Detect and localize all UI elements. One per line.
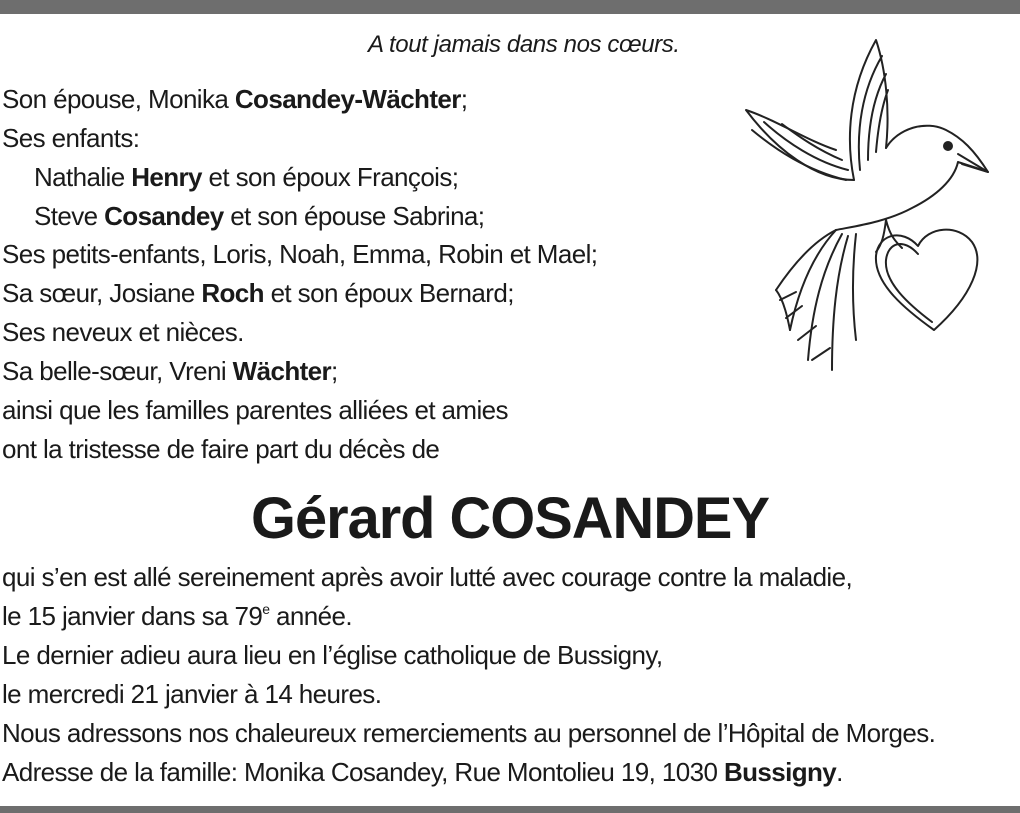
address-suffix: . [836,757,843,787]
children-heading: Ses enfants: [2,123,140,153]
address-city: Bussigny [723,757,837,787]
wife-prefix: Son épouse, Monika [2,84,235,114]
sisterinlaw-suffix: ; [331,356,338,386]
families-line: ainsi que les familles parentes alliées et amies [2,395,508,425]
nephews-line: Ses neveux et nièces. [2,317,244,347]
details-line-3: Le dernier adieu aura lieu en l’église catholique de Bussigny, [2,640,663,670]
bottom-rule [0,806,1020,813]
details-line-1: qui s’en est allé sereinement après avoir lutté avec courage contre la maladie, [2,562,853,592]
age-suffix: année. [269,601,352,631]
details-line-2 [2,599,352,633]
top-rule [0,0,1020,14]
sisterinlaw-last: Wächter [232,356,332,386]
child2-rest: et son épouse Sabrina; [223,201,485,231]
sister-line [2,276,514,310]
child1-first: Nathalie [34,162,132,192]
wife-line [2,82,467,116]
sister-prefix: Sa sœur, Josiane [2,278,202,308]
child2-last: Cosandey [104,201,224,231]
age-text: le 15 janvier dans sa 79 [2,601,263,631]
wife-name: Cosandey-Wächter [234,84,461,114]
deceased-name: Gérard COSANDEY [251,486,769,551]
child-line-2 [34,199,484,233]
motto: A tout jamais dans nos cœurs. [368,31,680,58]
grandchildren-line: Ses petits-enfants, Loris, Noah, Emma, Robin et Mael; [2,239,598,269]
details-line-5: Nous adressons nos chaleureux remerciements au personnel de l’Hôpital de Morges. [2,718,936,748]
child2-first: Steve [34,201,105,231]
dove-with-heart-icon [736,30,996,400]
sisterinlaw-prefix: Sa belle-sœur, Vreni [2,356,233,386]
address-prefix: Adresse de la famille: Monika Cosandey, Rue Montolieu 19, 1030 [2,757,724,787]
child-line-1 [34,160,458,194]
sisterinlaw-line [2,354,338,388]
child1-last: Henry [131,162,202,192]
child1-rest: et son époux François; [201,162,459,192]
wife-suffix: ; [460,84,468,114]
sister-rest: et son époux Bernard; [263,278,514,308]
ordinal-sup: e [262,601,270,617]
sister-last: Roch [201,278,264,308]
address-line [2,755,843,789]
announce-line: ont la tristesse de faire part du décès de [2,434,440,464]
details-line-4: le mercredi 21 janvier à 14 heures. [2,679,382,709]
